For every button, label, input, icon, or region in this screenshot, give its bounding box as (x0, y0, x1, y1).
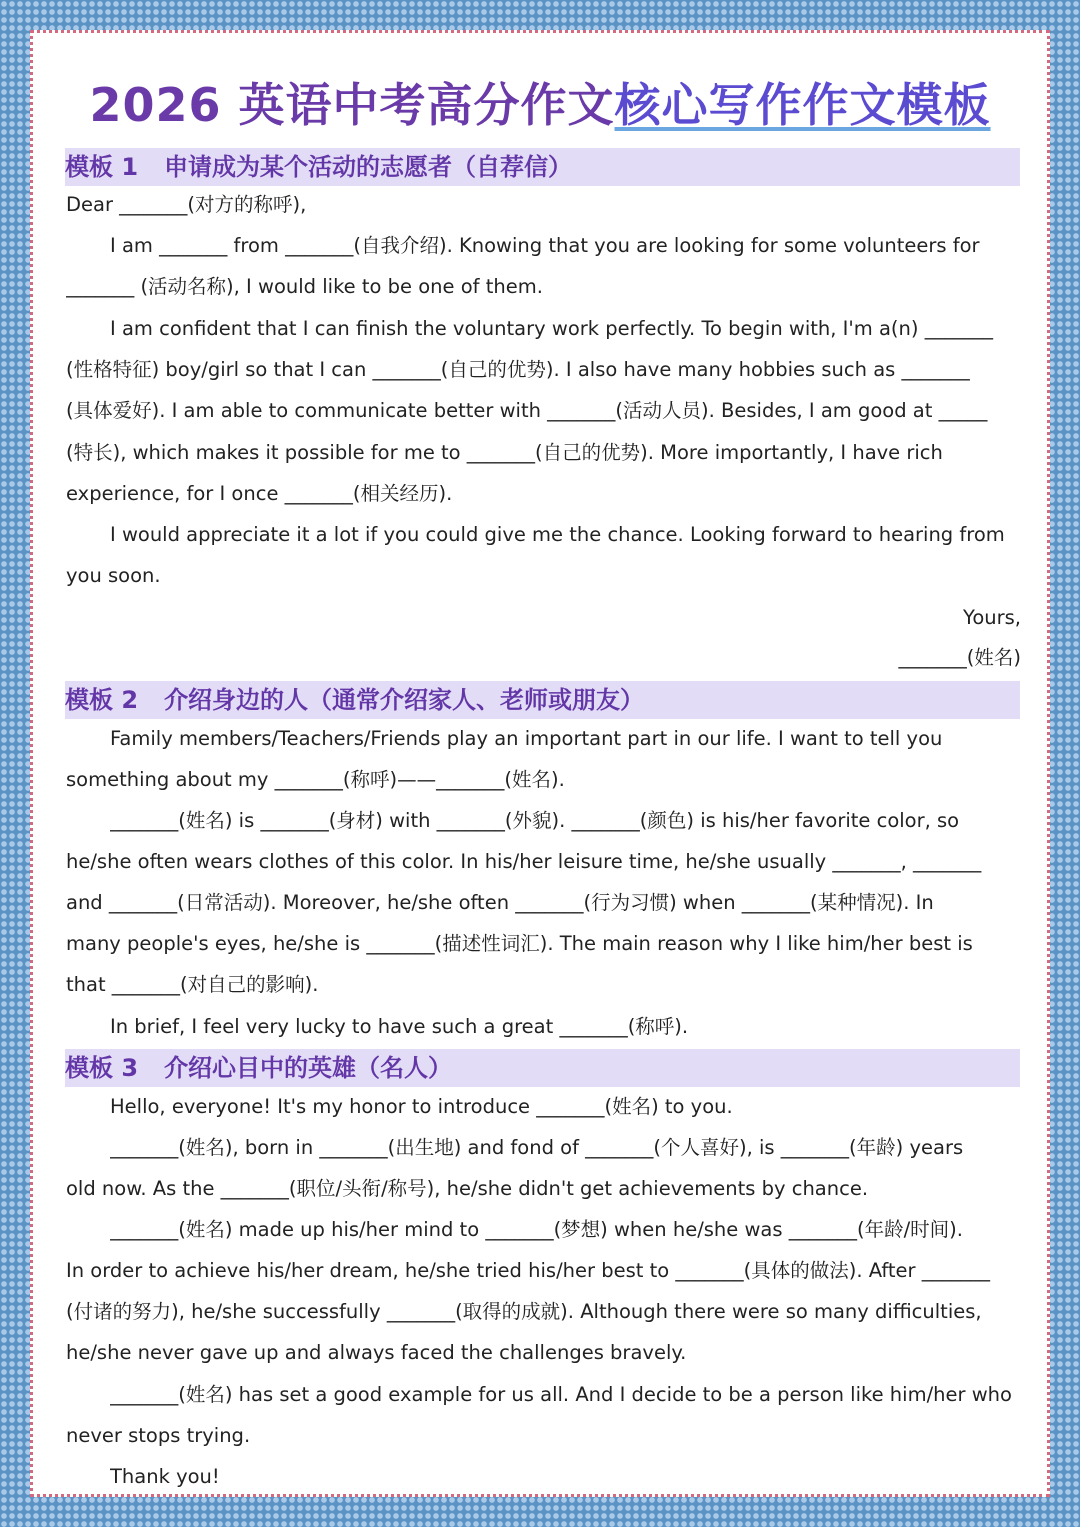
section-3-heading: 介绍心目中的英雄（名人） (164, 1054, 453, 1082)
s1-line-9: I would appreciate it a lot if you could give me the chance. Looking forward to hearing from (110, 523, 1005, 546)
s1-line-3: _______ (活动名称), I would like to be one of them. (66, 275, 543, 298)
s1-line-6: (具体爱好). I am able to communicate better with _______(活动人员). Besides, I am good at _____ (66, 399, 988, 422)
s3-line-8: _______(姓名) has set a good example for us all. And I decide to be a person like him/her who (110, 1383, 1012, 1406)
s3-line-9: never stops trying. (66, 1424, 251, 1447)
s3-line-2: _______(姓名), born in _______(出生地) and fond of _______(个人喜好), is _______(年龄) years (110, 1136, 964, 1159)
section-1-header (65, 148, 1020, 186)
section-2-number: 模板 2 (65, 686, 139, 714)
s2-line-2: something about my _______(称呼)——_______(姓名). (66, 768, 565, 791)
s1-line-7: (特长), which makes it possible for me to _______(自己的优势). More importantly, I have rich (66, 441, 943, 464)
s2-line-5: and _______(日常活动). Moreover, he/she often _______(行为习惯) when _______(某种情况). In (66, 891, 934, 914)
title-part-2: 核心写作作文模板 (614, 78, 991, 132)
section-3-number: 模板 3 (65, 1054, 139, 1082)
section-2-heading: 介绍身边的人（通常介绍家人、老师或朋友） (164, 686, 645, 714)
s3-line-1: Hello, everyone! It's my honor to introduce _______(姓名) to you. (110, 1095, 733, 1118)
section-1-heading: 申请成为某个活动的志愿者（自荐信） (164, 153, 573, 181)
s2-line-8: In brief, I feel very lucky to have such a great _______(称呼). (110, 1015, 689, 1038)
section-2-header (65, 681, 1020, 719)
section-3-header (65, 1049, 1020, 1087)
s2-line-7: that _______(对自己的影响). (66, 973, 319, 996)
s1-line-4: I am confident that I can finish the voluntary work perfectly. To begin with, I'm a(n) _______ (110, 317, 993, 340)
s3-line-3: old now. As the _______(职位/头衔/称号), he/she didn't get achievements by chance. (66, 1177, 869, 1200)
document-sheet (30, 30, 1050, 1497)
s1-line-5: (性格特征) boy/girl so that I can _______(自己的优势). I also have many hobbies such as _______ (66, 358, 970, 381)
s3-line-10: Thank you! (110, 1465, 220, 1488)
s1-signature: _______(姓名) (898, 646, 1021, 669)
s1-line-1: Dear _______(对方的称呼), (66, 193, 307, 216)
s2-line-4: he/she often wears clothes of this color. In his/her leisure time, he/she usually _______, _______ (66, 850, 982, 873)
s2-line-6: many people's eyes, he/she is _______(描述性词汇). The main reason why I like him/her best is (66, 932, 973, 955)
s2-line-1: Family members/Teachers/Friends play an important part in our life. I want to tell you (110, 727, 943, 750)
s3-line-5: In order to achieve his/her dream, he/she tried his/her best to _______(具体的做法). After _______ (66, 1259, 991, 1282)
s2-line-3: _______(姓名) is _______(身材) with _______(外貌). _______(颜色) is his/her favorite color, so (110, 809, 960, 832)
s1-closing: Yours, (963, 606, 1021, 629)
page-title (33, 73, 1047, 137)
s1-line-10: you soon. (66, 564, 161, 587)
s1-line-2: I am _______ from _______(自我介绍). Knowing that you are looking for some volunteers for (110, 234, 980, 257)
title-part-1: 2026 英语中考高分作文 (89, 78, 615, 132)
s3-line-4: _______(姓名) made up his/her mind to _______(梦想) when he/she was _______(年龄/时间). (110, 1218, 963, 1241)
s3-line-7: he/she never gave up and always faced the challenges bravely. (66, 1341, 687, 1364)
section-1-number: 模板 1 (65, 153, 139, 181)
s3-line-6: (付诸的努力), he/she successfully _______(取得的成就). Although there were so many difficulties, (66, 1300, 982, 1323)
s1-line-8: experience, for I once _______(相关经历). (66, 482, 453, 505)
